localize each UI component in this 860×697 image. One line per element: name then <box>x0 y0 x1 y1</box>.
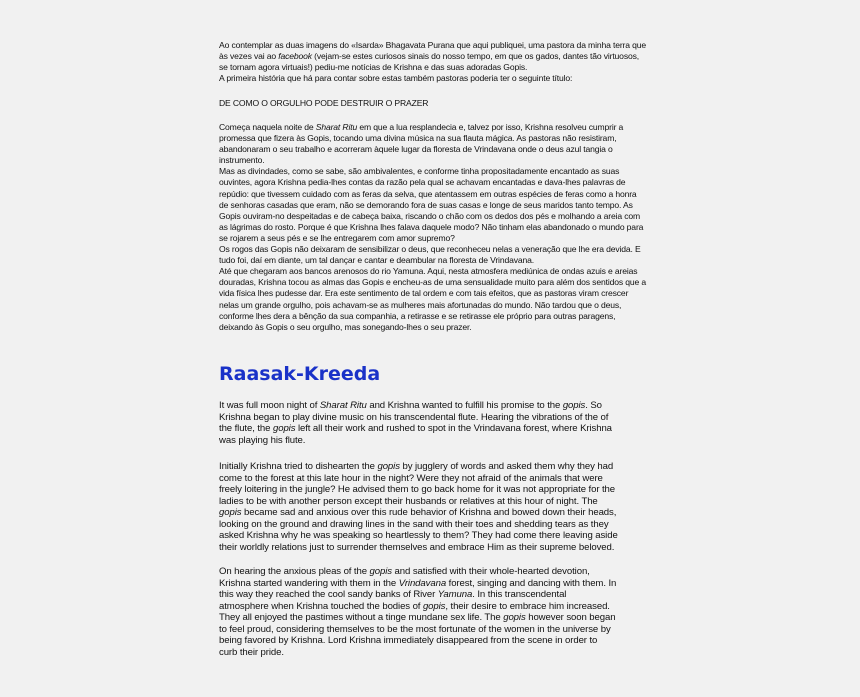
italic-term: Sharat Ritu <box>315 122 358 132</box>
text-line: gopis became sad and anxious over this rude behavior of Krishna and bowed down their heads, <box>219 507 617 518</box>
text-line: atmosphere when Krishna touched the bodies of gopis, their desire to embrace him increased. <box>219 600 610 612</box>
text-line: Até que chegaram aos bancos arenosos do rio Yamuna. Aqui, nesta atmosfera mediúnica de ondas azuis e areias <box>219 266 638 277</box>
en-paragraph-2 <box>219 461 649 553</box>
text-line: being favored by Krishna. Lord Krishna immediately disappeared from the scene in order to <box>219 635 598 646</box>
text-line: On hearing the anxious pleas of the gopis and satisfied with their whole-hearted devotion, <box>219 566 590 577</box>
text-line: nelas um grande orgulho, pois achavam-se as mulheres mais afortunadas do mundo. Não tardou que o deus, <box>219 299 622 310</box>
italic-term: gopis <box>562 400 586 411</box>
text-line: Os rogos das Gopis não deixaram de sensibilizar o deus, que reconheceu nelas a veneração que lhe era devida. E <box>219 244 641 255</box>
italic-term: gopis <box>219 507 242 518</box>
text-line: asked Krishna why he was speaking so heartlessly to them? They had come there leaving aside <box>219 530 618 541</box>
text-line: repúdio: que tivessem cuidado com as feras da selva, que atentassem em outras espécies de feras como a honra <box>219 188 637 199</box>
text-line: às vezes vai ao facebook (vejam-se estes curiosos sinais do nosso tempo, em que os gados, dantes tão virtuosos, <box>219 51 639 62</box>
text-line: Mas as divindades, como se sabe, são ambivalentes, e conforme tinha propositadamente encantado as suas <box>219 166 620 177</box>
text-line: It was full moon night of Sharat Ritu and Krishna wanted to fulfill his promise to the gopis. So <box>219 400 602 411</box>
text-line: this way they reached the cool sandy banks of River Yamuna. In this transcendental <box>219 589 567 600</box>
text-line: looking on the ground and drawing lines in the sand with their toes and shedding tears as they <box>219 518 609 530</box>
italic-term: gopis <box>272 423 296 434</box>
italic-term: facebook <box>278 51 312 62</box>
text-line: ladies to be with another person except their husbands or relatives at this hour of night. The <box>219 495 598 507</box>
text-line: se rojarem a seus pés e se lhe entregarem com amor supremo? <box>219 232 455 243</box>
text-line: A primeira história que há para contar sobre estas também pastoras poderia ter o seguinte título: <box>219 73 573 84</box>
text-line: Gopis ouviram-no despeitadas e de cabeça baixa, riscando o chão com os dedos dos pés e molhando a areia com <box>219 210 641 221</box>
text-line: come to the forest at this late hour in the night? Were they not afraid of the animals that were <box>219 472 603 484</box>
text-line: abandonaram o seu trabalho e acorreram àquele lugar da floresta de Vrindavana onde o deus azul tangia o <box>219 144 613 155</box>
text-line: to feel proud, considering themselves to be the most fortunate of the women in the universe by <box>219 623 611 635</box>
text-line: Krishna began to play divine music on his transcendental flute. Hearing the vibrations of the of <box>219 411 609 423</box>
text-line: tudo foi, daí em diante, um tal dançar e cantar e deambular na floresta de Vrindavana. <box>219 255 534 266</box>
text-line: Começa naquela noite de Sharat Ritu em que a lua resplandecia e, talvez por isso, Krishna resolveu cumprir a <box>219 122 624 132</box>
pt-title <box>219 98 649 109</box>
text-line: their worldly relations just to surrender themselves and embrace Him as their supreme beloved. <box>219 541 615 553</box>
text-line: freely loitering in the jungle? He advised them to go back home for it was not appropriate for the <box>219 484 616 495</box>
text-line: deixando às Gopis o seu orgulho, mas sonegando-lhes o seu prazer. <box>219 321 472 332</box>
text-line: conforme lhes dera a bênção da sua companhia, a retirasse e se retirasse ele próprio para outras paragens, <box>219 310 616 321</box>
en-paragraph-3 <box>219 566 649 658</box>
section-heading: Raasak-Kreeda <box>219 363 381 385</box>
story-title: DE COMO O ORGULHO PODE DESTRUIR O PRAZER <box>219 98 429 108</box>
text-line: They all enjoyed the pastimes without a tinge mundane sex life. The gopis however soon began <box>219 612 616 623</box>
text-line: Initially Krishna tried to dishearten the gopis by jugglery of words and asked them why they had <box>219 461 614 472</box>
text-line: se tornam agora virtuais!) pediu-me notícias de Krishna e das suas adoradas Gopis. <box>219 62 528 73</box>
text-line: de senhoras casadas que eram, não se demorando fora de suas casas e longe de seus maridos tanto tempo. As <box>219 199 633 210</box>
en-paragraph-1 <box>219 400 649 446</box>
italic-term: gopis <box>422 600 446 612</box>
text-line: instrumento. <box>219 155 265 166</box>
italic-term: Vrindavana <box>398 577 447 589</box>
italic-term: gopis <box>377 461 400 472</box>
italic-term: gopis <box>503 612 526 623</box>
text-line: Krishna started wandering with them in the Vrindavana forest, singing and dancing with them. In <box>219 577 617 589</box>
text-line: Ao contemplar as duas imagens do «Isarda» Bhagavata Purana que aqui publiquei, uma pastora da minha terra que <box>219 40 646 50</box>
text-line: vida física lhes pudesse dar. Era este sentimento de tal ordem e com tais efeitos, que as pastoras viram crescer <box>219 288 629 299</box>
italic-term: Sharat Ritu <box>319 400 367 411</box>
italic-term: gopis <box>369 566 392 577</box>
text-line: douradas, Krishna tocou as almas das Gopis e encheu-as de uma sensualidade muito para além dos sentidos que a <box>219 277 646 288</box>
text-line: as lágrimas do rosto. Porque é que Krishna lhes falava daquele modo? Não tinham elas abandonado o mundo para <box>219 221 644 232</box>
pt-intro <box>219 40 649 84</box>
pt-body <box>219 122 649 333</box>
text-line: was playing his flute. <box>219 434 306 446</box>
text-line: ouvintes, agora Krishna pedia-lhes contas da razão pela qual se achavam encantadas e dava-lhes palavras de <box>219 177 626 188</box>
italic-term: Yamuna <box>437 589 473 600</box>
text-line: the flute, the gopis left all their work and rushed to spot in the Vrindavana forest, where Krishna <box>219 423 612 434</box>
text-line: curb their pride. <box>219 646 284 658</box>
text-line: promessa que fizera às Gopis, tocando uma divina música na sua flauta mágica. As pastoras não resistiram, <box>219 133 617 144</box>
